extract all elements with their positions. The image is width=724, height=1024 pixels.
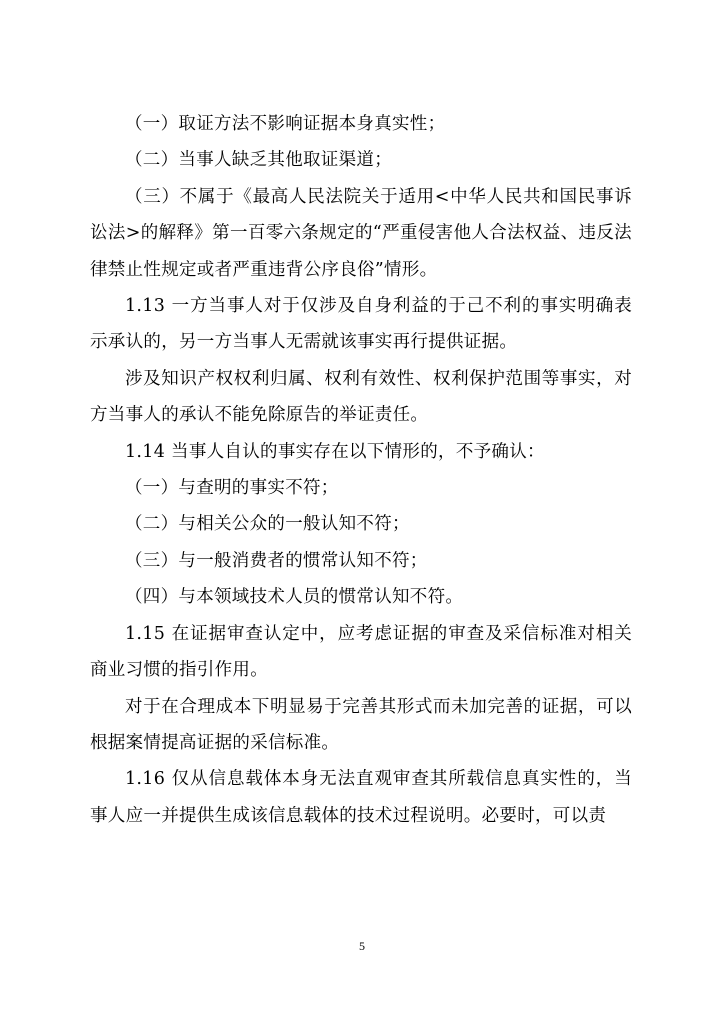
paragraph-clause-3: （三）不属于《最高人民法院关于适用<中华人民共和国民事诉讼法>的解释》第一百零六条规定的“严重侵害他人合法权益、违反法律禁止性规定或者严重违背公序良俗”情形。 [90, 186, 632, 280]
paragraph-1-16: 1.16 仅从信息载体本身无法直观审查其所载信息真实性的，当事人应一并提供生成该信息载体的技术过程说明。必要时，可以责 [90, 769, 632, 826]
paragraph-clause-2: （二）当事人缺乏其他取证渠道； [125, 150, 392, 171]
page-number: 5 [359, 939, 365, 953]
paragraph-1-14: 1.14 当事人自认的事实存在以下情形的，不予确认： [125, 441, 545, 462]
paragraph-1-14-item-4: （四）与本领域技术人员的惯常认知不符。 [125, 587, 464, 608]
body-text [90, 106, 632, 834]
paragraph-1-14-item-3: （三）与一般消费者的惯常认知不符； [125, 550, 428, 571]
paragraph-1-14-item-1: （一）与查明的事实不符； [125, 478, 339, 499]
paragraph-evidence-standard: 对于在合理成本下明显易于完善其形式而未加完善的证据，可以根据案情提高证据的采信标准。 [90, 696, 632, 753]
paragraph-1-14-item-2: （二）与相关公众的一般认知不符； [125, 514, 410, 535]
paragraph-ip-admission: 涉及知识产权权利归属、权利有效性、权利保护范围等事实，对方当事人的承认不能免除原告的举证责任。 [90, 368, 632, 426]
paragraph-1-13: 1.13 一方当事人对于仅涉及自身利益的于己不利的事实明确表示承认的，另一方当事人无需就该事实再行提供证据。 [90, 296, 632, 353]
paragraph-clause-1: （一）取证方法不影响证据本身真实性； [125, 114, 446, 134]
paragraph-1-15: 1.15 在证据审查认定中，应考虑证据的审查及采信标准对相关商业习惯的指引作用。 [90, 623, 632, 681]
